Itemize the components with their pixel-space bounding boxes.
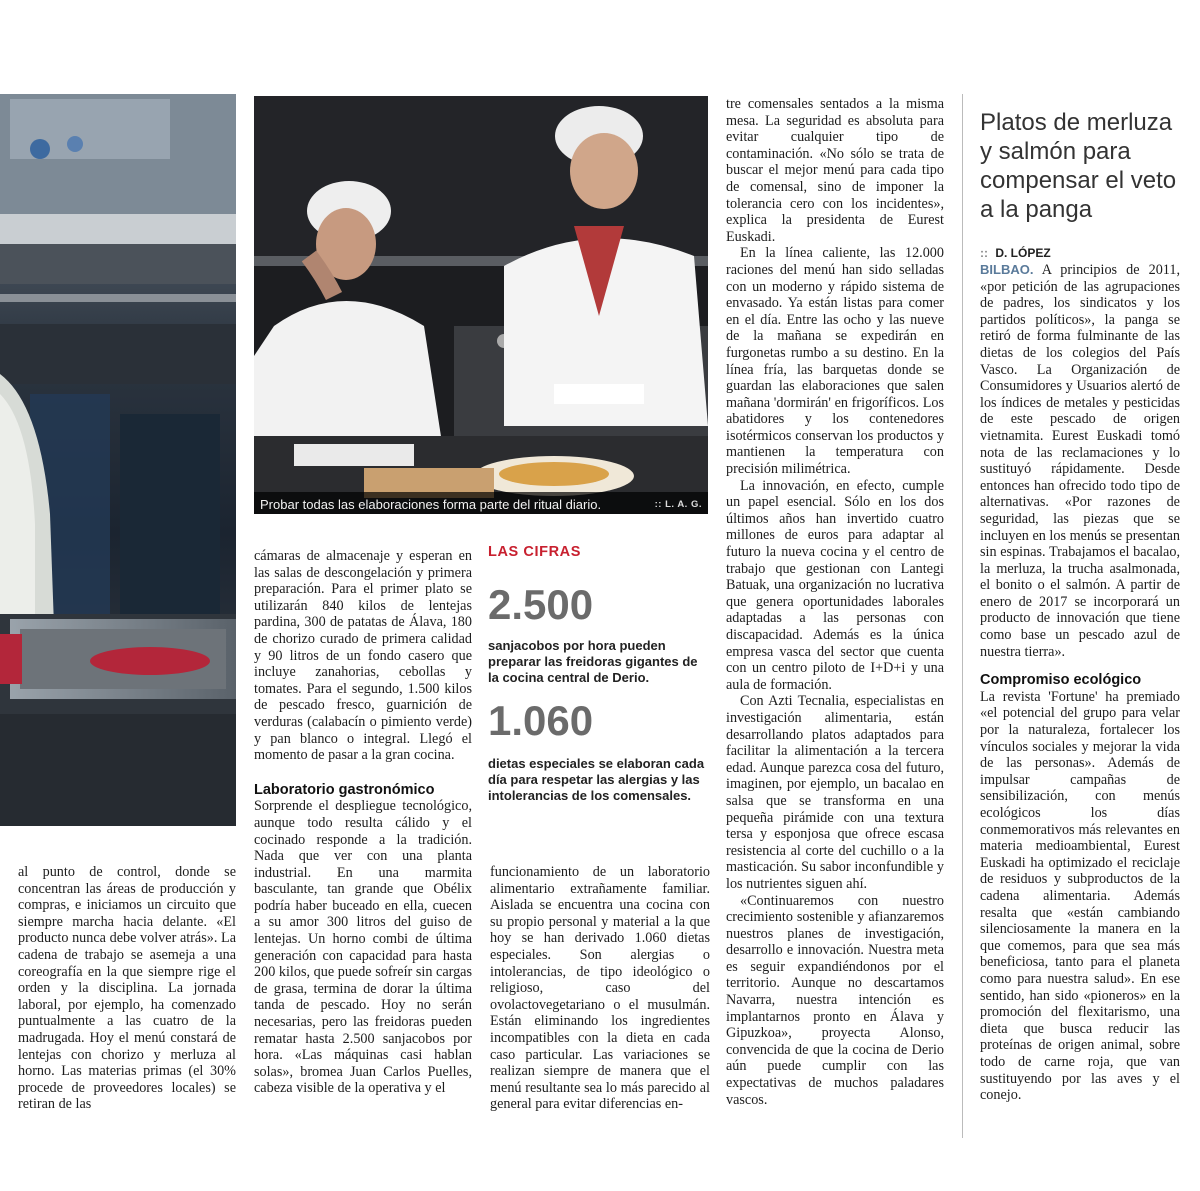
photo-credit: :: L. A. G. — [654, 498, 702, 510]
chefs-tasting-illustration — [254, 96, 708, 514]
subhead-compromiso: Compromiso ecológico — [980, 672, 1142, 689]
byline-marker: :: — [980, 246, 988, 260]
cifras-number-2: 1.060 — [488, 697, 594, 744]
col2-paragraph-2: Sorprende el despliegue tecnológico, aunque todo resulta cálido y el cocinado responde a la tradición. Nada que ver con una planta industrial. En una marmita basculante, tan grande que Obélix podría haber buceado en ella, cuecen a su amor 300 litros del guiso de lentejas. Un horno combi de última generación con capacidad para hasta 200 kilos, que puede sofreír sin cargas de grasa, termina de dorar la última tanda de pescado. Hoy no serán necesarias, pero las freidoras pueden rematar hasta 2.500 sanjacobos por hora. «Las máquinas casi hablan solas», bromea Juan Carlos Puelles, cabeza visible de la operativa y el — [254, 798, 472, 1097]
cifras-text-2: dietas especiales se elaboran cada día para respetar las alergias y las intolerancias de los comensales. — [488, 756, 705, 803]
main-photo — [254, 96, 708, 514]
col1-text: al punto de control, donde se concentran las áreas de producción y compras, e iniciamos un circuito que siempre marcha hacia delante. «El producto nunca debe volver atrás». La cadena de trabajo se asemeja a una coreografía en la que siempre rige el orden y la disciplina. La jornada laboral, por ejemplo, ha comenzado puntualmente a las cuatro de la madrugada. Hoy el menú constará de lentejas con chorizo y merluza al horno. Las materias primas (el 30% procede de proveedores locales) se retiran de las — [18, 864, 236, 1113]
col4-paragraph-1: tre comensales sentados a la misma mesa. La seguridad es absoluta para evitar cualquier tipo de contaminación. «No sólo se trata de buscar el mejor menú para cada tipo de comensal, sino de imponer la tolerancia cero con los incidentes», explica la presidenta de Eurest Euskadi. — [726, 96, 944, 245]
article-column-2 — [254, 548, 472, 1097]
sidebar-byline: D. LÓPEZ — [995, 246, 1051, 260]
sidebar-article — [980, 108, 1180, 1104]
sidebar-paragraph-2: La revista 'Fortune' ha premiado «el potencial del grupo para velar por la naturaleza, fortalecer los vínculos sociales y mejorar la vida de las personas». Además de impulsar campañas de sensibilización, con menús ecológicos los días conmemorativos más relevantes en materia medioambiental, Eurest Euskadi ha optimizado el reciclaje de residuos y subproductos de la cadena alimentaria. Además resalta que «están cambiando silenciosamente la manera en la que comemos, para que sea más beneficiosa, tanto para el planeta como para nuestra salud». En ese sentido, han sido «pioneros» en la promoción del flexitarismo, una dieta que busca reducir las proteínas de origen animal, sobre todo de carne roja, que van sustituyendo por las aves y el conejo. — [980, 688, 1180, 1104]
col3-text: funcionamiento de un laboratorio alimentario extrañamente familiar. Aislada se encuentra una cocina con su propio personal y material a la que hoy se han derivado 1.060 dietas especiales. Son alergias o intolerancias, de tipo ideológico o religioso, caso del ovolactovegetariano o el musulmán. Están eliminando los ingredientes incompatibles con la dieta en cada caso particular. Las variaciones se realizan siempre de manera que el menú resultante sea lo más parecido al general para evitar diferencias en- — [490, 864, 710, 1113]
photo-caption: Probar todas las elaboraciones forma parte del ritual diario. — [260, 496, 602, 512]
photo-caption-bar — [254, 494, 708, 514]
article-column-1 — [18, 864, 236, 1113]
cifras-box — [488, 544, 710, 804]
col4-paragraph-5: «Continuaremos con nuestro crecimiento sostenible y afianzaremos nuestros planes de investigación, desarrollo e innovación. Nuestra meta es seguir expandiéndonos por el territorio. Aunque no descartamos Navarra, nuestra intención es implantarnos pronto en Álava y Gipuzkoa», proyecta Alonso, convencida de que la cocina de Derio aún puede cumplir con las expectativas de muchos paladares vascos. — [726, 892, 944, 1108]
sidebar-paragraph-1-text: A principios de 2011, «por petición de las agrupaciones de padres, los sindicatos y los partidos políticos», la panga se retiró de forma fulminante de las dietas de los colegios del País Vasco. La Organización de Consumidores y Usuarios alertó de los índices de metales y pesticidas de este pescado de origen vietnamita. Eurest Euskadi tomó nota de las reclamaciones y lo sustituyó rápidamente. Desde entonces han ofrecido todo tipo de alternativas. «Por razones de seguridad, las piezas que se incluyen en los menús se presentan sin espinas. Trabajamos el bacalao, la merluza, la trucha asalmonada, el bonito o el salmón. A partir de enero de 2017 se incorporará un producto de innovación que tiene como base un pescado azul de nuestra tierra». — [980, 262, 1181, 660]
subhead-laboratorio: Laboratorio gastronómico — [254, 781, 435, 798]
col2-paragraph-1: cámaras de almacenaje y esperan en las salas de descongelación y primera preparación. Para el primer plato se utilizarán 840 kilos de lentejas pardina, 300 de patatas de Álava, 180 de chorizo curado de primera calidad y 90 litros de un fondo casero que incluye zanahorias, cebollas y tomates. Para el segundo, 1.500 kilos de pescado fresco, guarnición de verduras (calabacín o pimiento verde) y pan blanco o integral. Llegó el momento de pasar a la gran cocina. — [254, 548, 472, 764]
sidebar-headline: Platos de merluza y salmón para compensar el veto a la panga — [980, 109, 1177, 223]
sidebar-dateline: BILBAO. — [980, 262, 1034, 277]
sidebar-divider — [962, 94, 963, 1138]
left-kitchen-illustration — [0, 94, 236, 826]
cifras-text-1: sanjacobos por hora pueden preparar las freidoras gigantes de la cocina central de Derio. — [488, 638, 698, 685]
col4-paragraph-2: En la línea caliente, las 12.000 raciones del menú han sido selladas con un moderno y rápido sistema de envasado. Ya están listas para comer en el día. Entre las ocho y las nueve de la mañana se expedirán en furgonetas rumbo a su destino. En la línea fría, las barquetas donde se guardan las elaboraciones que salen mañana 'dormirán' en frigoríficos. Los abatidores y los contenedores isotérmicos conservan los productos y mantienen la temperatura con precisión milimétrica. — [726, 245, 944, 478]
sidebar-byline-row — [980, 246, 1180, 260]
left-kitchen-photo — [0, 94, 236, 826]
cifras-label: LAS CIFRAS — [488, 544, 581, 560]
sidebar-paragraph-1 — [980, 262, 1180, 660]
cifras-number-1: 2.500 — [488, 581, 594, 628]
article-column-3 — [490, 864, 710, 1113]
col4-paragraph-4: Con Azti Tecnalia, especialistas en investigación alimentaria, están desarrollando platos adaptados para facilitar la alimentación a la tercera edad. Aunque parezca cosa del futuro, imaginen, por ejemplo, un bacalao en salsa que se transforma en una pequeña pirámide con una textura tersa y esponjosa que ofrece escasa resistencia al corte del cuchillo o a la masticación. Su sabor inconfundible y los nutrientes siguen ahí. — [726, 693, 944, 892]
article-column-4 — [726, 96, 944, 1108]
sidebar-body — [980, 262, 1180, 1104]
col4-paragraph-3: La innovación, en efecto, cumple un papel esencial. Sólo en los dos últimos años han invertido cuatro millones de euros para adaptar al futuro la nueva cocina y el centro de trabajo que gestionan con Lantegi Batuak, una organización no lucrativa que genera oportunidades laborales adaptadas a las personas con discapacidad. Además es la única empresa vasca del sector que cuenta con un centro piloto de I+D+i y una aula de formación. — [726, 477, 944, 693]
